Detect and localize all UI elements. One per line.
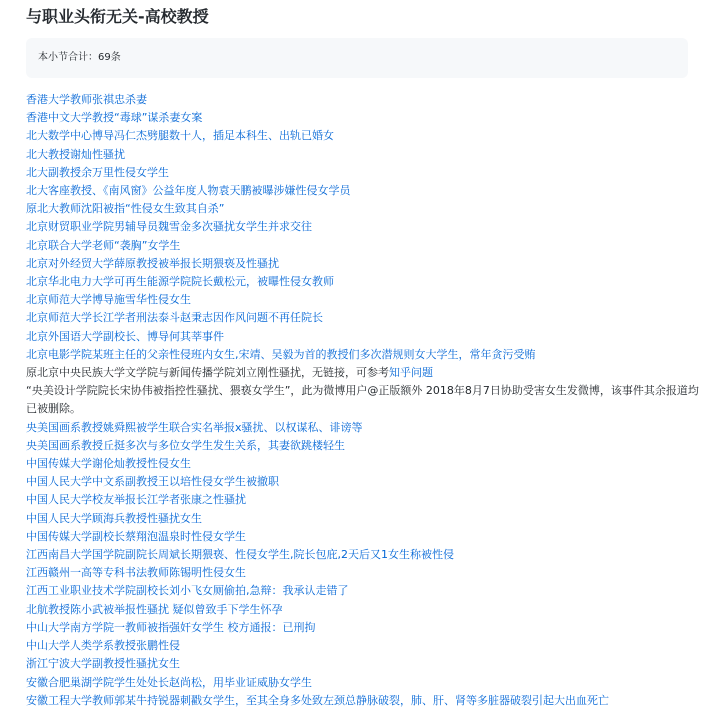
list-item-link[interactable]: 中山大学人类学系教授张鹏性侵	[26, 639, 180, 653]
list-item	[26, 437, 706, 455]
list-item	[26, 237, 706, 255]
list-item	[26, 328, 706, 346]
list-item	[26, 491, 706, 509]
list-item	[26, 601, 706, 619]
list-item	[26, 419, 706, 437]
list-item	[26, 692, 706, 710]
reference-link[interactable]: 知乎问题	[389, 366, 433, 380]
list-item-link[interactable]: 安徽工程大学教师郭某牛持锐器刺戳女学生，至其全身多处致左颈总静脉破裂，肺、肝、肾等多脏器破裂引起大出血死亡	[26, 693, 609, 707]
list-item-link[interactable]: 北京联合大学老师“袭胸”女学生	[26, 238, 181, 252]
list-item-link[interactable]: 央美国画系教授丘挺多次与多位女学生发生关系，其妻欲跳楼轻生	[26, 438, 345, 452]
list-item-link[interactable]: 香港大学教师张祺忠杀妻	[26, 93, 147, 106]
list-item-link[interactable]: 中国人民大学顾海兵教授性骚扰女生	[26, 511, 202, 525]
list-item	[26, 164, 706, 182]
summary-box	[26, 38, 688, 78]
list-item-link[interactable]: 北京师范大学长江学者刑法泰斗赵秉志因作风问题不再任院长	[26, 311, 323, 325]
list-item-link[interactable]: 央美国画系教授姚舜熙被学生联合实名举报x骚扰、以权谋私、诽谤等	[26, 420, 363, 434]
list-item	[26, 382, 706, 418]
list-item	[26, 655, 706, 673]
list-item-link[interactable]: 中国传媒大学副校长蔡翔泡温泉时性侵女学生	[26, 529, 246, 543]
list-item	[26, 127, 706, 145]
list-item	[26, 364, 706, 382]
list-item	[26, 309, 706, 327]
list-item	[26, 473, 706, 491]
list-item	[26, 200, 706, 218]
list-item-link[interactable]: 北大教授谢灿性骚扰	[26, 147, 125, 161]
list-item-text: 原北京中央民族大学文学院与新闻传播学院刘立刚性骚扰，无链接，可参考	[26, 366, 389, 380]
list-item-link[interactable]: 北京师范大学博导施雪华性侵女生	[26, 293, 191, 307]
list-item-link[interactable]: 北京电影学院某班主任的父亲性侵班内女生,宋靖、吴毅为首的教授们多次潜规则女大学生，常年贪污受贿	[26, 347, 536, 361]
list-item	[26, 510, 706, 528]
list-item-link[interactable]: 北京财贸职业学院男辅导员魏雪金多次骚扰女学生并求交往	[26, 220, 312, 234]
summary-count: 本小节合计：69条	[38, 52, 121, 63]
list-item	[26, 346, 706, 364]
list-item	[26, 91, 706, 109]
list-item-link[interactable]: 安徽合肥巢湖学院学生处处长赵尚松，用毕业证威胁女学生	[26, 675, 312, 689]
list-item	[26, 291, 706, 309]
list-item-link[interactable]: 北航教授陈小武被举报性骚扰 疑似曾致手下学生怀孕	[26, 602, 283, 616]
list-item	[26, 455, 706, 473]
list-item	[26, 273, 706, 291]
list-item-link[interactable]: 中国人民大学中文系副教授王以培性侵女学生被撤职	[26, 475, 279, 489]
list-item	[26, 528, 706, 546]
incident-list	[26, 91, 706, 710]
list-item-text: “央美设计学院院长宋协伟被指控性骚扰、猥亵女学生”，此为微博用户@正版额外 2018年8月7日协助受害女生发微博，该事件其余报道均已被删除。	[26, 384, 699, 416]
list-item-link[interactable]: 中国传媒大学谢伦灿教授性侵女生	[26, 457, 191, 471]
list-item	[26, 146, 706, 164]
list-item-link[interactable]: 江西赣州一高等专科书法教师陈锡明性侵女生	[26, 566, 246, 580]
list-item	[26, 218, 706, 236]
page-title: 与职业头衔无关-高校教授	[26, 7, 209, 26]
list-item	[26, 674, 706, 692]
list-item	[26, 109, 706, 127]
list-item-link[interactable]: 中山大学南方学院一教师被指强奸女学生 校方通报：已刑拘	[26, 620, 316, 634]
list-item	[26, 564, 706, 582]
list-item-link[interactable]: 北大副教授余万里性侵女学生	[26, 165, 169, 179]
list-item-link[interactable]: 香港中文大学教授“毒球”谋杀妻女案	[26, 111, 203, 125]
list-item-link[interactable]: 北京对外经贸大学薛原教授被举报长期猥亵及性骚扰	[26, 256, 279, 270]
list-item	[26, 619, 706, 637]
list-item-link[interactable]: 江西南昌大学国学院副院长周斌长期猥亵、性侵女学生,院长包庇,2天后又1女生称被性侵	[26, 548, 454, 562]
list-item-link[interactable]: 北大数学中心博导冯仁杰劈腿数十人，插足本科生、出轨已婚女	[26, 129, 334, 143]
list-item	[26, 182, 706, 200]
list-item-link[interactable]: 江西工业职业技术学院副校长刘小飞女厕偷拍,急辩：我承认走错了	[26, 584, 349, 598]
list-item	[26, 255, 706, 273]
list-item-link[interactable]: 北大客座教授、《南风窗》公益年度人物袁天鹏被曝涉嫌性侵女学员	[26, 184, 351, 198]
list-item-link[interactable]: 北京外国语大学副校长、博导何其莘事件	[26, 329, 224, 343]
list-item-link[interactable]: 浙江宁波大学副教授性骚扰女生	[26, 657, 180, 671]
list-item	[26, 637, 706, 655]
list-item-link[interactable]: 中国人民大学校友举报长江学者张康之性骚扰	[26, 493, 246, 507]
list-item-link[interactable]: 原北大教师沈阳被指“性侵女生致其自杀”	[26, 202, 225, 216]
list-item-link[interactable]: 北京华北电力大学可再生能源学院院长戴松元，被曝性侵女教师	[26, 275, 334, 289]
list-item	[26, 582, 706, 600]
list-item	[26, 546, 706, 564]
